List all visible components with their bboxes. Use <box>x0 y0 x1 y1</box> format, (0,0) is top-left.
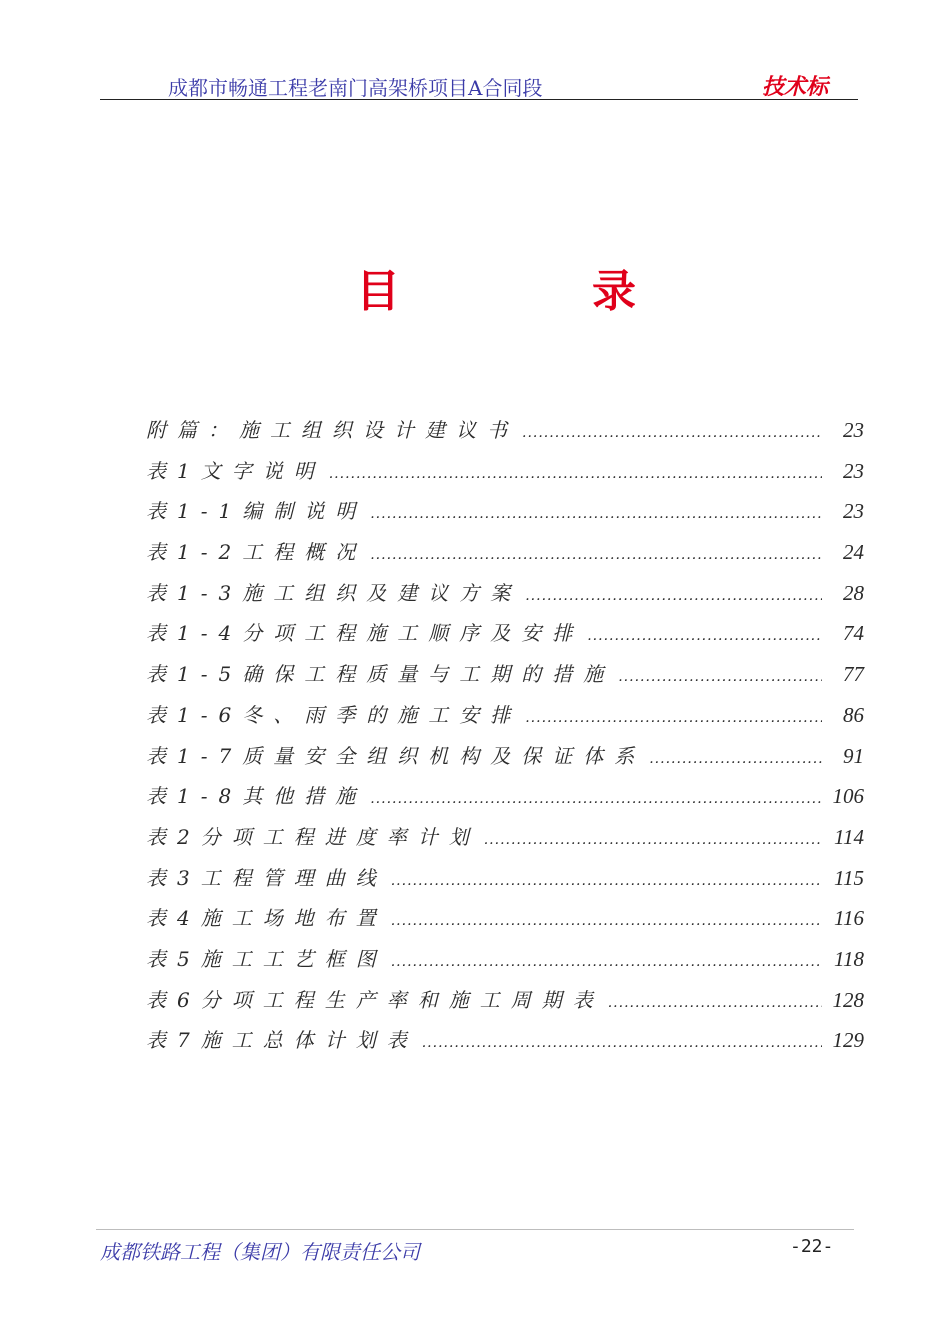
toc-entry-page: 24 <box>843 540 864 565</box>
toc-entry-page: 128 <box>832 987 864 1012</box>
toc-entry[interactable] <box>146 577 864 618</box>
toc-entry-leader <box>522 425 822 441</box>
toc-entry-page: 115 <box>834 865 864 890</box>
toc-entry-page: 118 <box>834 946 864 971</box>
toc-entry-label: 表2分项工程进度率计划 <box>146 824 480 849</box>
toc-entry-leader <box>391 873 822 889</box>
footer-company: 成都铁路工程（集团）有限责任公司 <box>100 1240 420 1264</box>
toc-entry-label: 表1-8其他措施 <box>146 784 367 809</box>
footer-rule <box>96 1229 854 1230</box>
toc-entry-label: 附篇：施工组织设计建议书 <box>146 418 518 442</box>
toc-list <box>146 414 864 1065</box>
toc-entry-leader <box>649 751 822 767</box>
toc-entry-leader <box>525 588 822 604</box>
toc-entry[interactable] <box>146 902 864 943</box>
header-title: 成都市畅通工程老南门高架桥项目A合同段 <box>168 76 543 100</box>
toc-entry-label: 表5施工工艺框图 <box>146 946 387 971</box>
toc-entry-label: 表1-7质量安全组织机构及保证体系 <box>146 743 646 768</box>
toc-entry-page: 23 <box>843 458 864 483</box>
toc-entry[interactable] <box>146 780 864 821</box>
toc-entry-leader <box>391 913 822 929</box>
toc-entry-leader <box>370 506 822 522</box>
toc-entry-leader <box>370 791 822 807</box>
toc-entry[interactable] <box>146 862 864 903</box>
toc-entry[interactable] <box>146 536 864 577</box>
toc-entry-page: 106 <box>832 784 864 809</box>
toc-entry-page: 23 <box>843 499 864 524</box>
toc-entry[interactable] <box>146 740 864 781</box>
footer-page-number: -22- <box>790 1236 834 1257</box>
toc-entry-leader <box>422 1035 822 1051</box>
toc-entry[interactable] <box>146 414 864 455</box>
toc-entry-label: 表1-5确保工程质量与工期的措施 <box>146 662 615 687</box>
toc-entry-leader <box>608 995 822 1011</box>
toc-entry-page: 74 <box>843 621 864 646</box>
toc-entry-label: 表1-2工程概况 <box>146 540 367 565</box>
toc-entry[interactable] <box>146 943 864 984</box>
header-rule <box>100 99 858 100</box>
toc-entry-label: 表1文字说明 <box>146 458 325 483</box>
toc-entry-label: 表3工程管理曲线 <box>146 865 387 890</box>
toc-entry-page: 23 <box>843 418 864 442</box>
toc-entry-leader <box>329 466 822 482</box>
toc-entry-leader <box>525 710 822 726</box>
toc-heading <box>0 266 950 326</box>
toc-entry[interactable] <box>146 495 864 536</box>
toc-entry-leader <box>391 954 822 970</box>
toc-entry-label: 表1-6冬、雨季的施工安排 <box>146 702 522 727</box>
toc-entry-label: 表1-4分项工程施工顺序及安排 <box>146 621 584 646</box>
toc-entry[interactable] <box>146 821 864 862</box>
toc-entry-label: 表4施工场地布置 <box>146 906 387 931</box>
toc-entry-leader <box>484 832 822 848</box>
toc-entry-label: 表1-1编制说明 <box>146 499 367 524</box>
toc-entry-page: 86 <box>843 702 864 727</box>
toc-entry-leader <box>618 669 822 685</box>
toc-entry[interactable] <box>146 617 864 658</box>
toc-entry[interactable] <box>146 984 864 1025</box>
toc-entry-page: 129 <box>832 1028 864 1053</box>
toc-entry-page: 116 <box>834 906 864 931</box>
toc-entry[interactable] <box>146 455 864 496</box>
toc-entry-label: 表1-3施工组织及建议方案 <box>146 580 522 605</box>
toc-entry-page: 77 <box>843 662 864 687</box>
toc-entry[interactable] <box>146 1024 864 1065</box>
toc-entry-page: 114 <box>834 824 864 849</box>
toc-entry[interactable] <box>146 699 864 740</box>
toc-entry-leader <box>370 547 822 563</box>
header-tag: 技术标 <box>762 75 829 100</box>
toc-heading-char-2: 录 <box>592 266 636 317</box>
toc-entry-page: 28 <box>843 580 864 605</box>
toc-entry-leader <box>587 628 822 644</box>
toc-entry-label: 表6分项工程生产率和施工周期表 <box>146 987 604 1012</box>
toc-entry-label: 表7施工总体计划表 <box>146 1028 418 1053</box>
toc-entry-page: 91 <box>843 743 864 768</box>
toc-entry[interactable] <box>146 658 864 699</box>
toc-heading-char-1: 目 <box>356 266 400 317</box>
